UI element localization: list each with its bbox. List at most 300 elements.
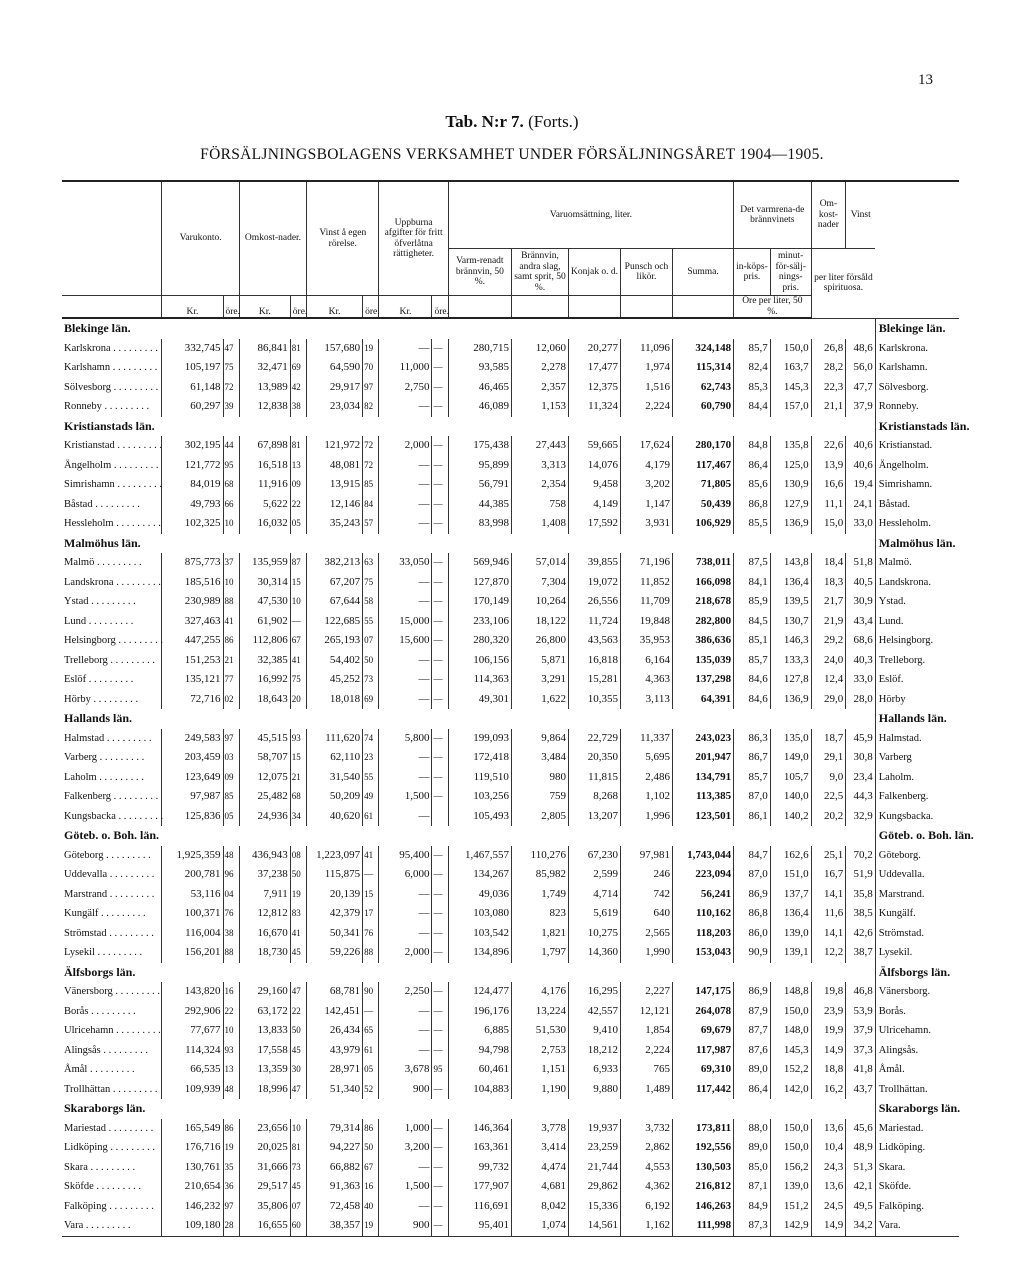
section-header-row [62, 534, 959, 554]
varukonto-kr: 203,459 [162, 748, 223, 768]
vinst-kr: 26,434 [307, 1021, 363, 1041]
town-name: Sölvesborg . . . . . . . . . [64, 381, 159, 393]
header-omkostnader: Omkost-nader. [239, 181, 306, 296]
punsch-value: 3,931 [620, 514, 672, 534]
town-name: Strömstad . . . . . . . . . [64, 927, 154, 939]
header-varmrenade-brannvin: Det varmrena-de brännvinets [734, 181, 811, 249]
minutpris-value: 127,9 [770, 495, 811, 515]
header-brannvin-andra: Brännvin, andra slag, samt sprit, 50 %. [511, 249, 568, 296]
uppburna-ore: — [432, 865, 448, 885]
konjak-value: 6,933 [569, 1060, 621, 1080]
punsch-value: 35,953 [620, 631, 672, 651]
omkostnader-ore: 38 [290, 397, 306, 417]
varmrenadt-value: 95,899 [448, 456, 511, 476]
uppburna-kr: — [379, 397, 432, 417]
town-name-right: Laholm. [875, 768, 959, 788]
brannvin-value: 9,864 [511, 729, 568, 749]
varmrenadt-value: 95,401 [448, 1216, 511, 1236]
vinst-ore: 67 [363, 1158, 379, 1178]
varukonto-ore: 75 [223, 358, 239, 378]
section-header-row [62, 709, 959, 729]
brannvin-value: 1,074 [511, 1216, 568, 1236]
varmrenadt-value: 103,542 [448, 924, 511, 944]
omkostnad-per-liter: 16,6 [811, 475, 846, 495]
town-name: Trollhättan . . . . . . . . . [64, 1083, 158, 1095]
punsch-value: 1,974 [620, 358, 672, 378]
section-name: Hallands län. [64, 711, 133, 725]
uppburna-ore: — [432, 924, 448, 944]
punsch-value: 2,224 [620, 397, 672, 417]
table-row [62, 1216, 959, 1236]
summa-value: 134,791 [672, 768, 733, 788]
summa-value: 153,043 [672, 943, 733, 963]
header-kr: Kr. [239, 296, 290, 319]
vinst-ore: 63 [363, 553, 379, 573]
header-kr: Kr. [307, 296, 363, 319]
section-name: Skaraborgs län. [64, 1101, 146, 1115]
uppburna-ore: — [432, 631, 448, 651]
varukonto-kr: 114,324 [162, 1041, 223, 1061]
town-name-right: Helsingborg. [875, 631, 959, 651]
table-row [62, 904, 959, 924]
vinst-kr: 50,341 [307, 924, 363, 944]
varukonto-ore: 10 [223, 1021, 239, 1041]
varukonto-kr: 332,745 [162, 339, 223, 359]
vinst-per-liter: 19,4 [846, 475, 876, 495]
inkopspris-value: 86,9 [734, 982, 771, 1002]
varmrenadt-value: 103,080 [448, 904, 511, 924]
varmrenadt-value: 280,320 [448, 631, 511, 651]
town-name-right: Lund. [875, 612, 959, 632]
minutpris-value: 133,3 [770, 651, 811, 671]
konjak-value: 11,324 [569, 397, 621, 417]
minutpris-value: 163,7 [770, 358, 811, 378]
vinst-ore: 05 [363, 1060, 379, 1080]
omkostnader-kr: 436,943 [239, 846, 290, 866]
konjak-value: 8,268 [569, 787, 621, 807]
uppburna-ore: — [432, 553, 448, 573]
inkopspris-value: 85,1 [734, 631, 771, 651]
vinst-per-liter: 32,9 [846, 807, 876, 827]
table-row [62, 943, 959, 963]
omkostnader-kr: 30,314 [239, 573, 290, 593]
punsch-value: 97,981 [620, 846, 672, 866]
minutpris-value: 140,0 [770, 787, 811, 807]
table-row [62, 690, 959, 710]
omkostnader-kr: 67,898 [239, 436, 290, 456]
inkopspris-value: 86,1 [734, 807, 771, 827]
town-name: Hörby . . . . . . . . . [64, 693, 139, 705]
inkopspris-value: 84,9 [734, 1197, 771, 1217]
minutpris-value: 156,2 [770, 1158, 811, 1178]
omkostnader-ore: 81 [290, 436, 306, 456]
inkopspris-value: 84,6 [734, 670, 771, 690]
brannvin-value: 1,151 [511, 1060, 568, 1080]
header-punsch: Punsch och likör. [620, 249, 672, 296]
konjak-value: 16,295 [569, 982, 621, 1002]
vinst-kr: 29,917 [307, 378, 363, 398]
omkostnad-per-liter: 14,9 [811, 1041, 846, 1061]
inkopspris-value: 86,0 [734, 924, 771, 944]
uppburna-kr: 1,000 [379, 1119, 432, 1139]
omkostnader-kr: 16,518 [239, 456, 290, 476]
omkostnader-kr: 16,670 [239, 924, 290, 944]
town-name-right: Mariestad. [875, 1119, 959, 1139]
summa-value: 738,011 [672, 553, 733, 573]
town-name: Karlshamn . . . . . . . . . [64, 362, 158, 373]
omkostnad-per-liter: 13,9 [811, 456, 846, 476]
uppburna-kr: 2,000 [379, 943, 432, 963]
vinst-per-liter: 70,2 [846, 846, 876, 866]
vinst-ore: 73 [363, 670, 379, 690]
minutpris-value: 136,4 [770, 904, 811, 924]
varukonto-ore: 22 [223, 1002, 239, 1022]
varmrenadt-value: 175,438 [448, 436, 511, 456]
varukonto-kr: 121,772 [162, 456, 223, 476]
varukonto-kr: 176,716 [162, 1138, 223, 1158]
omkostnader-ore: 47 [290, 982, 306, 1002]
uppburna-kr: 3,200 [379, 1138, 432, 1158]
omkostnader-ore: 21 [290, 768, 306, 788]
vinst-per-liter: 30,8 [846, 748, 876, 768]
inkopspris-value: 87,6 [734, 1041, 771, 1061]
varukonto-kr: 77,677 [162, 1021, 223, 1041]
vinst-ore: 86 [363, 1119, 379, 1139]
omkostnader-ore: 73 [290, 1158, 306, 1178]
town-name-right: Göteborg. [875, 846, 959, 866]
omkostnader-kr: 25,482 [239, 787, 290, 807]
table-label: Tab. N:r 7. [445, 112, 524, 131]
brannvin-value: 5,871 [511, 651, 568, 671]
punsch-value: 4,363 [620, 670, 672, 690]
town-name-right: Hessleholm. [875, 514, 959, 534]
vinst-ore: 72 [363, 456, 379, 476]
minutpris-value: 135,8 [770, 436, 811, 456]
vinst-kr: 28,971 [307, 1060, 363, 1080]
brannvin-value: 18,122 [511, 612, 568, 632]
omkostnader-kr: 18,996 [239, 1080, 290, 1100]
inkopspris-value: 87,1 [734, 1177, 771, 1197]
table-row [62, 748, 959, 768]
vinst-ore: 82 [363, 397, 379, 417]
sales-statistics-table [62, 180, 974, 1237]
inkopspris-value: 86,8 [734, 904, 771, 924]
uppburna-kr: 2,750 [379, 378, 432, 398]
vinst-kr: 54,402 [307, 651, 363, 671]
omkostnader-ore: 81 [290, 1138, 306, 1158]
varmrenadt-value: 93,585 [448, 358, 511, 378]
minutpris-value: 105,7 [770, 768, 811, 788]
vinst-ore: 57 [363, 514, 379, 534]
omkostnader-kr: 37,238 [239, 865, 290, 885]
brannvin-value: 1,749 [511, 885, 568, 905]
summa-value: 218,678 [672, 592, 733, 612]
inkopspris-value: 84,8 [734, 436, 771, 456]
uppburna-kr: — [379, 924, 432, 944]
varukonto-ore: 48 [223, 846, 239, 866]
uppburna-ore: — [432, 651, 448, 671]
table-row [62, 846, 959, 866]
uppburna-kr: — [379, 475, 432, 495]
brannvin-value: 110,276 [511, 846, 568, 866]
omkostnad-per-liter: 28,2 [811, 358, 846, 378]
header-ore: öre. [363, 296, 379, 319]
vinst-ore: 58 [363, 592, 379, 612]
punsch-value: 1,162 [620, 1216, 672, 1236]
varukonto-ore: 19 [223, 1138, 239, 1158]
varmrenadt-value: 1,467,557 [448, 846, 511, 866]
table-row [62, 1197, 959, 1217]
minutpris-value: 139,0 [770, 924, 811, 944]
summa-value: 135,039 [672, 651, 733, 671]
varukonto-kr: 447,255 [162, 631, 223, 651]
uppburna-ore: — [432, 729, 448, 749]
header-per-liter: per liter försåld spirituosa. [811, 249, 875, 319]
minutpris-value: 162,6 [770, 846, 811, 866]
varmrenadt-value: 127,870 [448, 573, 511, 593]
uppburna-kr: — [379, 651, 432, 671]
omkostnad-per-liter: 19,9 [811, 1021, 846, 1041]
town-name-right: Karlskrona. [875, 339, 959, 359]
omkostnader-kr: 18,643 [239, 690, 290, 710]
section-name-right: Malmöhus län. [875, 534, 959, 554]
town-name-right: Falköping. [875, 1197, 959, 1217]
omkostnad-per-liter: 19,8 [811, 982, 846, 1002]
varukonto-ore: 66 [223, 495, 239, 515]
header-varuomsattning: Varuomsättning, liter. [448, 181, 733, 249]
varmrenadt-value: 106,156 [448, 651, 511, 671]
minutpris-value: 150,0 [770, 1138, 811, 1158]
omkostnad-per-liter: 24,0 [811, 651, 846, 671]
varukonto-ore: 09 [223, 768, 239, 788]
omkostnad-per-liter: 29,0 [811, 690, 846, 710]
minutpris-value: 142,9 [770, 1216, 811, 1236]
vinst-kr: 1,223,097 [307, 846, 363, 866]
vinst-kr: 62,110 [307, 748, 363, 768]
table-row [62, 768, 959, 788]
varukonto-kr: 100,371 [162, 904, 223, 924]
uppburna-kr: 1,500 [379, 787, 432, 807]
table-row [62, 1060, 959, 1080]
summa-value: 1,743,044 [672, 846, 733, 866]
uppburna-ore: — [432, 1021, 448, 1041]
varukonto-ore: 95 [223, 456, 239, 476]
varukonto-ore: 38 [223, 924, 239, 944]
brannvin-value: 26,800 [511, 631, 568, 651]
summa-value: 243,023 [672, 729, 733, 749]
varmrenadt-value: 6,885 [448, 1021, 511, 1041]
varukonto-ore: 36 [223, 1177, 239, 1197]
uppburna-kr: 2,000 [379, 436, 432, 456]
vinst-per-liter: 68,6 [846, 631, 876, 651]
inkopspris-value: 85,0 [734, 1158, 771, 1178]
uppburna-kr: 33,050 [379, 553, 432, 573]
konjak-value: 26,556 [569, 592, 621, 612]
varmrenadt-value: 280,715 [448, 339, 511, 359]
omkostnader-kr: 12,075 [239, 768, 290, 788]
varukonto-kr: 200,781 [162, 865, 223, 885]
omkostnad-per-liter: 14,9 [811, 1216, 846, 1236]
punsch-value: 4,553 [620, 1158, 672, 1178]
town-name: Falköping . . . . . . . . . [64, 1200, 154, 1212]
town-name: Sköfde . . . . . . . . . [64, 1181, 141, 1192]
konjak-value: 20,277 [569, 339, 621, 359]
vinst-kr: 12,146 [307, 495, 363, 515]
vinst-per-liter: 23,4 [846, 768, 876, 788]
table-row [62, 456, 959, 476]
town-name-right: Ystad. [875, 592, 959, 612]
vinst-per-liter: 40,6 [846, 456, 876, 476]
header-konjak: Konjak o. d. [569, 249, 621, 296]
table-row [62, 397, 959, 417]
vinst-ore: 85 [363, 475, 379, 495]
town-name: Falkenberg . . . . . . . . . [64, 791, 159, 802]
varukonto-kr: 102,325 [162, 514, 223, 534]
uppburna-ore: — [432, 1177, 448, 1197]
uppburna-ore: — [432, 846, 448, 866]
konjak-value: 10,355 [569, 690, 621, 710]
brannvin-value: 758 [511, 495, 568, 515]
minutpris-value: 139,1 [770, 943, 811, 963]
table-row [62, 1041, 959, 1061]
vinst-per-liter: 33,0 [846, 670, 876, 690]
uppburna-ore [432, 807, 448, 827]
konjak-value: 42,557 [569, 1002, 621, 1022]
header-minutforsaljningspris: minut-för-sälj-nings-pris. [770, 249, 811, 296]
varmrenadt-value: 196,176 [448, 1002, 511, 1022]
town-name-right: Vänersborg. [875, 982, 959, 1002]
varukonto-ore: 03 [223, 748, 239, 768]
varukonto-ore: 35 [223, 1158, 239, 1178]
brannvin-value: 2,278 [511, 358, 568, 378]
table-row [62, 1138, 959, 1158]
town-name: Lund . . . . . . . . . [64, 615, 134, 627]
omkostnader-ore: 67 [290, 631, 306, 651]
konjak-value: 67,230 [569, 846, 621, 866]
table-row [62, 612, 959, 632]
omkostnad-per-liter: 9,0 [811, 768, 846, 788]
brannvin-value: 4,474 [511, 1158, 568, 1178]
vinst-per-liter: 49,5 [846, 1197, 876, 1217]
uppburna-kr: — [379, 339, 432, 359]
town-name: Marstrand . . . . . . . . . [64, 888, 155, 900]
uppburna-kr: 2,250 [379, 982, 432, 1002]
uppburna-kr: — [379, 1021, 432, 1041]
konjak-value: 2,599 [569, 865, 621, 885]
omkostnader-ore: 50 [290, 865, 306, 885]
varukonto-kr: 60,297 [162, 397, 223, 417]
town-name-right: Lysekil. [875, 943, 959, 963]
vinst-per-liter: 40,5 [846, 573, 876, 593]
omkostnader-ore: 30 [290, 1060, 306, 1080]
omkostnad-per-liter: 12,4 [811, 670, 846, 690]
table-row [62, 1119, 959, 1139]
omkostnad-per-liter: 26,8 [811, 339, 846, 359]
inkopspris-value: 86,4 [734, 1080, 771, 1100]
vinst-kr: 68,781 [307, 982, 363, 1002]
punsch-value: 6,192 [620, 1197, 672, 1217]
vinst-kr: 43,979 [307, 1041, 363, 1061]
varmrenadt-value: 99,732 [448, 1158, 511, 1178]
summa-value: 50,439 [672, 495, 733, 515]
varukonto-ore: 88 [223, 943, 239, 963]
inkopspris-value: 84,1 [734, 573, 771, 593]
varukonto-kr: 292,906 [162, 1002, 223, 1022]
town-name: Borås . . . . . . . . . [64, 1005, 136, 1017]
summa-value: 201,947 [672, 748, 733, 768]
summa-value: 147,175 [672, 982, 733, 1002]
varukonto-kr: 72,716 [162, 690, 223, 710]
continued-label: (Forts.) [528, 112, 579, 131]
omkostnader-kr: 32,385 [239, 651, 290, 671]
varukonto-ore: 13 [223, 1060, 239, 1080]
varukonto-kr: 230,989 [162, 592, 223, 612]
town-name: Simrishamn . . . . . . . . . [64, 479, 163, 490]
varmrenadt-value: 83,998 [448, 514, 511, 534]
vinst-per-liter: 44,3 [846, 787, 876, 807]
town-name: Lidköping . . . . . . . . . [64, 1142, 155, 1153]
varukonto-ore: 10 [223, 514, 239, 534]
omkostnader-kr: 16,992 [239, 670, 290, 690]
omkostnader-kr: 61,902 [239, 612, 290, 632]
omkostnader-ore: 83 [290, 904, 306, 924]
brannvin-value: 2,357 [511, 378, 568, 398]
table-row [62, 436, 959, 456]
omkostnad-per-liter: 22,5 [811, 787, 846, 807]
vinst-kr: 67,644 [307, 592, 363, 612]
punsch-value: 3,202 [620, 475, 672, 495]
vinst-kr: 13,915 [307, 475, 363, 495]
omkostnader-ore: 42 [290, 378, 306, 398]
town-name-right: Uddevalla. [875, 865, 959, 885]
vinst-kr: 142,451 [307, 1002, 363, 1022]
table-row [62, 573, 959, 593]
omkostnader-ore: 05 [290, 514, 306, 534]
inkopspris-value: 84,6 [734, 690, 771, 710]
uppburna-ore: — [432, 514, 448, 534]
brannvin-value: 2,753 [511, 1041, 568, 1061]
omkostnad-per-liter: 21,1 [811, 397, 846, 417]
summa-value: 111,998 [672, 1216, 733, 1236]
omkostnad-per-liter: 11,1 [811, 495, 846, 515]
varmrenadt-value: 49,301 [448, 690, 511, 710]
varukonto-kr: 61,148 [162, 378, 223, 398]
omkostnad-per-liter: 24,3 [811, 1158, 846, 1178]
varukonto-ore: 77 [223, 670, 239, 690]
minutpris-value: 146,3 [770, 631, 811, 651]
omkostnad-per-liter: 18,4 [811, 553, 846, 573]
town-name-right: Kungsbacka. [875, 807, 959, 827]
varukonto-kr: 185,516 [162, 573, 223, 593]
punsch-value: 2,486 [620, 768, 672, 788]
inkopspris-value: 87,9 [734, 1002, 771, 1022]
summa-value: 71,805 [672, 475, 733, 495]
section-name-right: Blekinge län. [875, 318, 959, 339]
town-name-right: Båstad. [875, 495, 959, 515]
varukonto-kr: 53,116 [162, 885, 223, 905]
punsch-value: 5,695 [620, 748, 672, 768]
varukonto-kr: 130,761 [162, 1158, 223, 1178]
omkostnader-kr: 29,517 [239, 1177, 290, 1197]
uppburna-kr: — [379, 904, 432, 924]
vinst-kr: 91,363 [307, 1177, 363, 1197]
omkostnader-kr: 20,025 [239, 1138, 290, 1158]
vinst-per-liter: 48,6 [846, 339, 876, 359]
konjak-value: 4,149 [569, 495, 621, 515]
omkostnader-ore: 10 [290, 1119, 306, 1139]
varukonto-kr: 210,654 [162, 1177, 223, 1197]
brannvin-value: 85,982 [511, 865, 568, 885]
